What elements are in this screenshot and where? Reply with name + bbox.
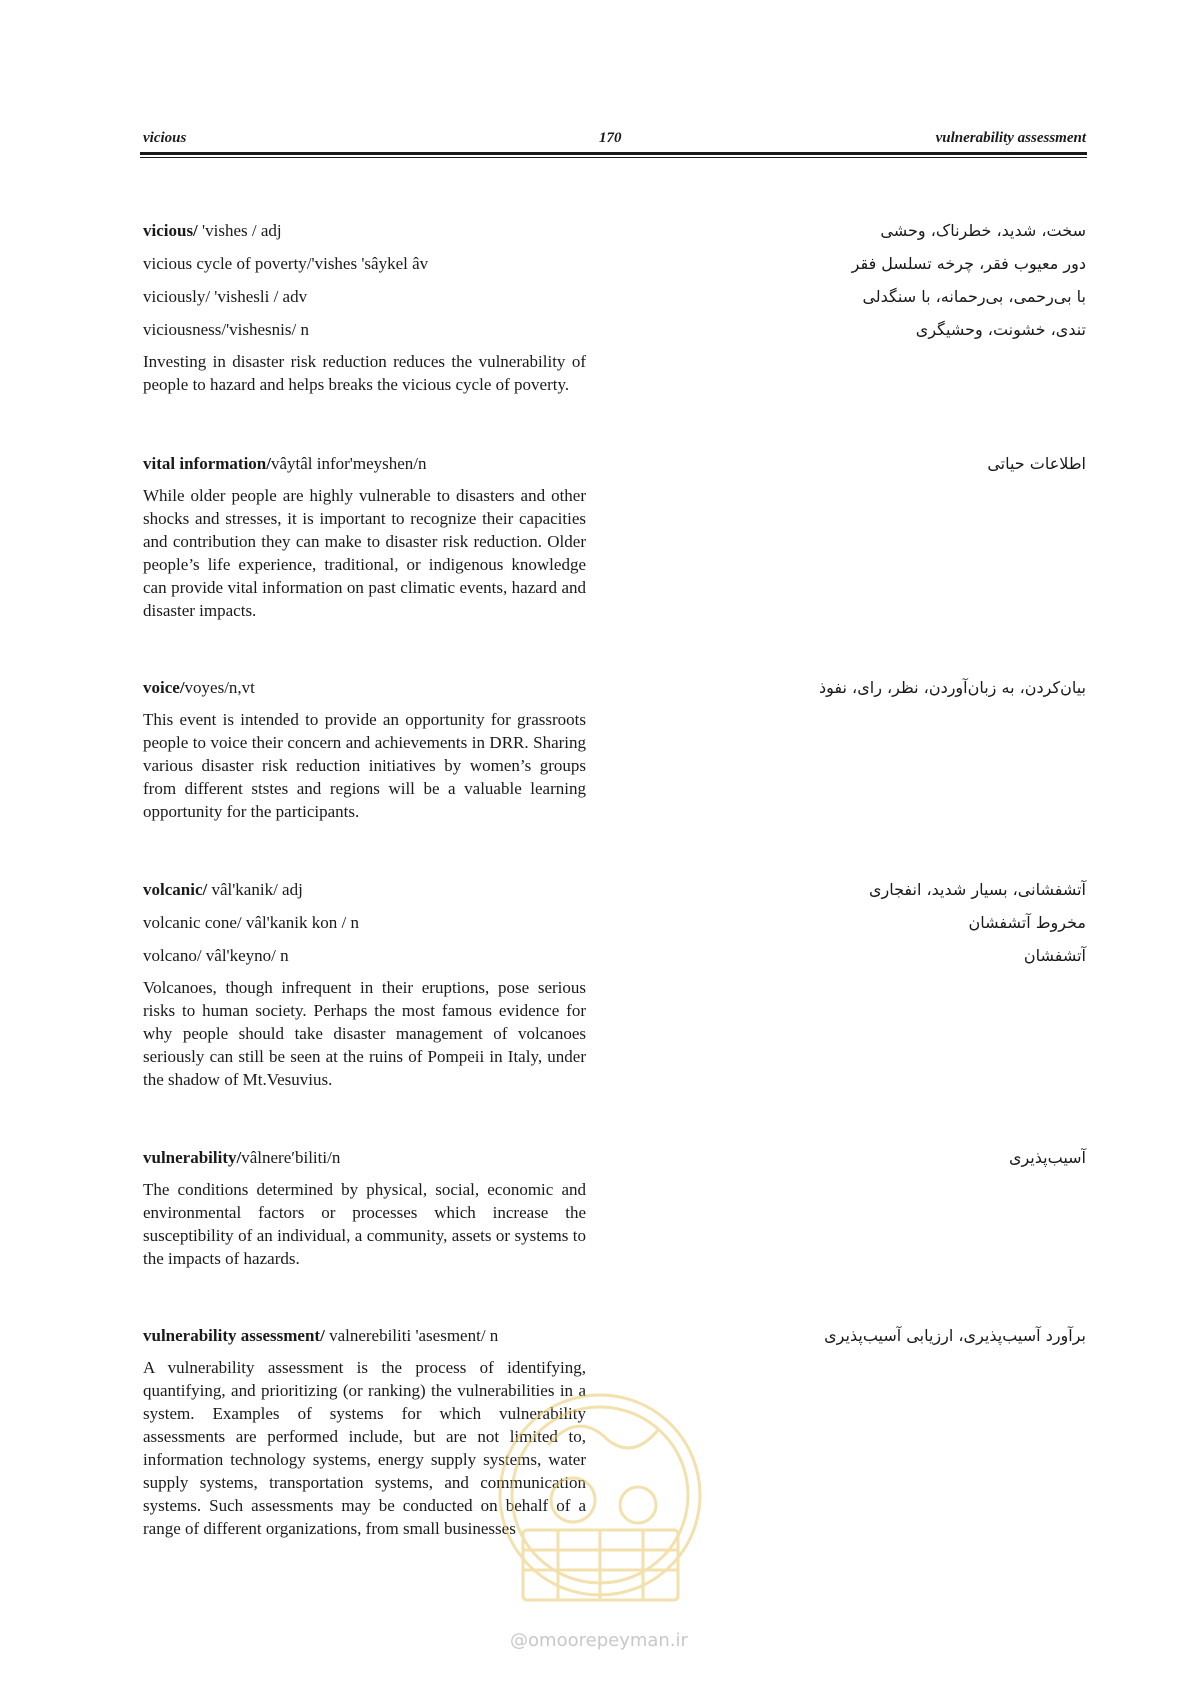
term-line: voice/voyes/n,vt — [143, 678, 255, 697]
watermark-text: @omoorepeyman.ir — [510, 1630, 688, 1651]
term-line: volcano/ vâl'keyno/ n — [143, 946, 289, 965]
entry-vital-information — [143, 454, 586, 622]
entry-volcanic — [143, 880, 586, 1091]
persian-translation: با بی‌رحمی، بی‌رحمانه، با سنگدلی — [862, 287, 1086, 306]
definition: Volcanoes, though infrequent in their eruptions, pose serious risks to human society. Perhaps the most famous evidence for why people should take disaster management of volcanoes seriously can still be seen at the ruins of Pompeii in Italy, under the shadow of Mt.Vesuvius. — [143, 978, 586, 1089]
term-line: vulnerability assessment/ valnerebiliti 'asesment/ n — [143, 1326, 499, 1345]
header-rule-thick — [140, 152, 1087, 155]
header-right-term: vulnerability assessment — [935, 130, 1086, 146]
persian-translation: مخروط آتشفشان — [968, 913, 1086, 932]
term-line: vital information/vâytâl infor'meyshen/n — [143, 454, 427, 473]
term-line: vicious cycle of poverty/'vishes 'sâykel âv — [143, 254, 429, 273]
term-line: vulnerability/vâlnere′biliti/n — [143, 1148, 341, 1167]
entry-vicious — [143, 221, 586, 396]
page-number: 170 — [599, 130, 622, 146]
persian-translation: آسیب‌پذیری — [1008, 1148, 1086, 1167]
header-left-term: vicious — [143, 130, 187, 146]
entry-voice — [143, 678, 586, 823]
watermark-logo-icon — [488, 1385, 713, 1620]
term-line: vicious/ 'vishes / adj — [143, 221, 282, 240]
persian-translation: بیان‌کردن، به زبان‌آوردن، نظر، رای، نفوذ — [819, 678, 1086, 697]
entry-vulnerability — [143, 1148, 586, 1270]
definition: A vulnerability assessment is the process of identifying, quantifying, and prioritizing (or ranking) the vulnerabilities in a system. Examples of systems for which vulnerability assessments are performed include, but are not limited to, information technology systems, energy supply systems, water supply systems, transportation systems, and communication systems. Such assessments may be conducted on behalf of a range of different organizations, from small businesses — [143, 1358, 586, 1538]
definition: While older people are highly vulnerable to disasters and other shocks and stresses, it is important to recognize their capacities and contribution they can make to disaster risk reduction. Older people’s life experience, traditional, or indigenous knowledge can provide vital information on past climatic events, hazard and disaster impacts. — [143, 486, 586, 620]
header-rule-thin — [140, 157, 1087, 158]
persian-translation: سخت، شدید، خطرناک، وحشی — [880, 221, 1086, 240]
persian-translation: آتشفشانی، بسیار شدید، انفجاری — [868, 880, 1086, 899]
term-line: volcanic/ vâl'kanik/ adj — [143, 880, 303, 899]
term-line: viciously/ 'vishesli / adv — [143, 287, 308, 306]
persian-translation: آتشفشان — [1023, 946, 1086, 965]
persian-translation: دور معیوب فقر، چرخه تسلسل فقر — [851, 254, 1086, 273]
definition: Investing in disaster risk reduction reduces the vulnerability of people to hazard and helps breaks the vicious cycle of poverty. — [143, 352, 586, 394]
term-line: volcanic cone/ vâl'kanik kon / n — [143, 913, 359, 932]
definition: The conditions determined by physical, social, economic and environmental factors or processes which increase the susceptibility of an individual, a community, assets or systems to the impacts of hazards. — [143, 1180, 586, 1268]
term-line: viciousness/'vishesnis/ n — [143, 320, 309, 339]
persian-translation: برآورد آسیب‌پذیری، ارزیابی آسیب‌پذیری — [824, 1326, 1086, 1345]
definition: This event is intended to provide an opportunity for grassroots people to voice their concern and achievements in DRR. Sharing various disaster risk reduction initiatives by women’s groups from different ststes and regions will be a valuable learning opportunity for the participants. — [143, 710, 586, 821]
persian-translation: اطلاعات حیاتی — [987, 454, 1086, 473]
persian-translation: تندی، خشونت، وحشیگری — [915, 320, 1086, 339]
